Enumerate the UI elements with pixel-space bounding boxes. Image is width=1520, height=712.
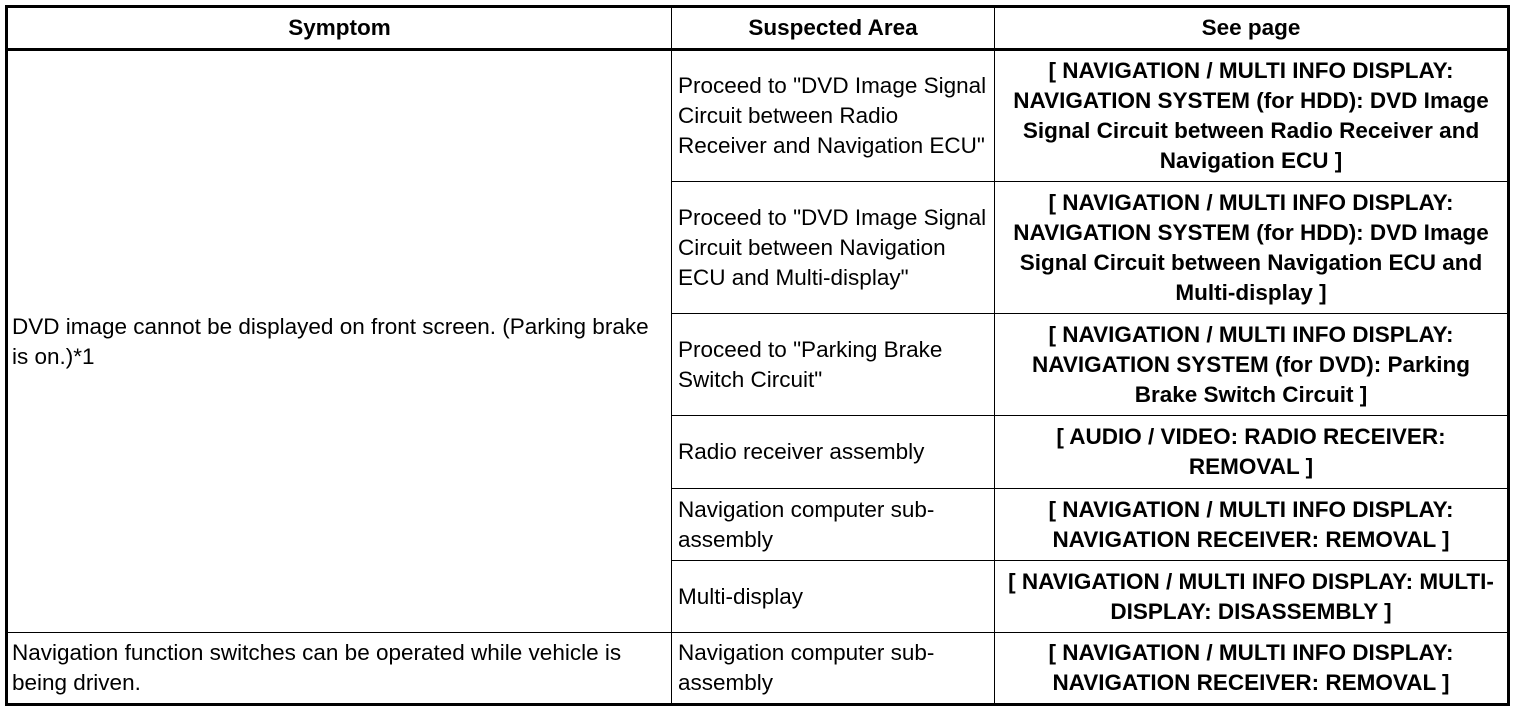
suspected-area-cell: Proceed to "DVD Image Signal Circuit between Radio Receiver and Navigation ECU" (672, 50, 995, 182)
problem-symptoms-table-container (5, 5, 1510, 706)
table-row (7, 633, 1509, 705)
see-page-link[interactable]: [ NAVIGATION / MULTI INFO DISPLAY: NAVIGATION SYSTEM (for DVD): Parking Brake Switch Circuit ] (995, 314, 1509, 416)
table-header-row (7, 7, 1509, 50)
header-see-page: See page (995, 7, 1509, 50)
suspected-area-cell: Proceed to "Parking Brake Switch Circuit" (672, 314, 995, 416)
symptom-cell-dvd-image: DVD image cannot be displayed on front screen. (Parking brake is on.)*1 (7, 50, 672, 633)
suspected-area-cell: Radio receiver assembly (672, 416, 995, 489)
see-page-link[interactable]: [ AUDIO / VIDEO: RADIO RECEIVER: REMOVAL ] (995, 416, 1509, 489)
table-row (7, 50, 1509, 182)
suspected-area-cell: Proceed to "DVD Image Signal Circuit between Navigation ECU and Multi-display" (672, 182, 995, 314)
suspected-area-cell: Multi-display (672, 561, 995, 633)
see-page-link[interactable]: [ NAVIGATION / MULTI INFO DISPLAY: NAVIGATION SYSTEM (for HDD): DVD Image Signal Circuit between Radio Receiver and Navigation ECU ] (995, 50, 1509, 182)
header-symptom: Symptom (7, 7, 672, 50)
problem-symptoms-table (5, 5, 1510, 706)
header-suspected-area: Suspected Area (672, 7, 995, 50)
suspected-area-cell: Navigation computer sub-assembly (672, 633, 995, 705)
symptom-cell-navigation-switches: Navigation function switches can be operated while vehicle is being driven. (7, 633, 672, 705)
see-page-link[interactable]: [ NAVIGATION / MULTI INFO DISPLAY: NAVIGATION RECEIVER: REMOVAL ] (995, 489, 1509, 561)
see-page-link[interactable]: [ NAVIGATION / MULTI INFO DISPLAY: MULTI-DISPLAY: DISASSEMBLY ] (995, 561, 1509, 633)
see-page-link[interactable]: [ NAVIGATION / MULTI INFO DISPLAY: NAVIGATION SYSTEM (for HDD): DVD Image Signal Circuit between Navigation ECU and Multi-display ] (995, 182, 1509, 314)
see-page-link[interactable]: [ NAVIGATION / MULTI INFO DISPLAY: NAVIGATION RECEIVER: REMOVAL ] (995, 633, 1509, 705)
suspected-area-cell: Navigation computer sub-assembly (672, 489, 995, 561)
